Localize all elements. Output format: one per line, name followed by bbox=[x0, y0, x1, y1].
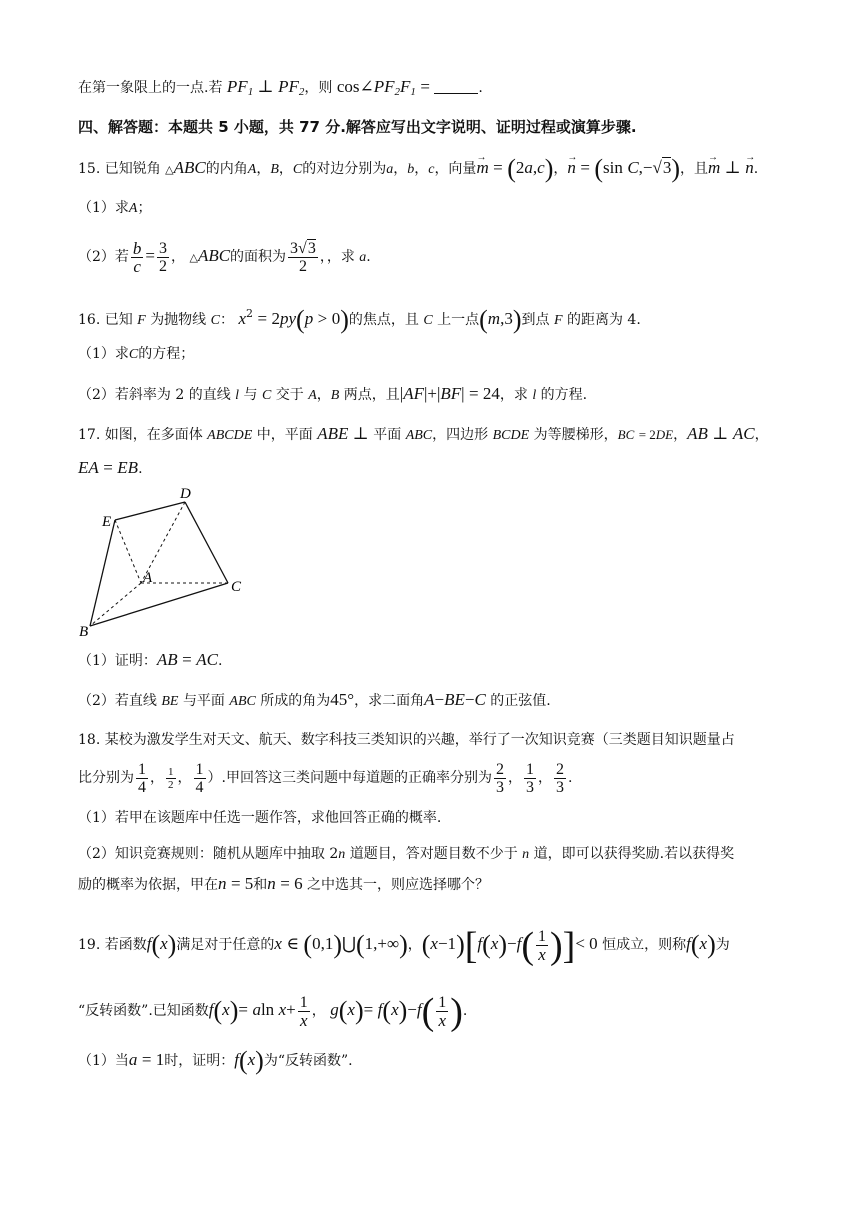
q18-part2-1: （2）知识竞赛规则：随机从题库中抽取 2n 道题目，答对题目数不少于 n 道，即可以获得奖励.若以获得奖 bbox=[78, 846, 735, 862]
q18-stem-1: 18. 某校为激发学生对天文、航天、数字科技三类知识的兴趣，举行了一次知识竞赛（三类题目知识题量占 bbox=[78, 732, 735, 748]
q17-stem-2: EA = EB. bbox=[78, 458, 143, 477]
label-B: B bbox=[79, 624, 89, 640]
q18-part2-2: 励的概率为依据，甲在n = 5和n = 6 之中选其一，则应选择哪个？ bbox=[78, 874, 490, 893]
edge-EA bbox=[115, 520, 141, 583]
q17-stem-1: 17. 如图，在多面体 ABCDE 中，平面 ABE ⊥ 平面 ABC，四边形 BCDE 为等腰梯形，BC = 2DE，AB ⊥ AC， bbox=[78, 424, 769, 443]
q16-stem: 16. 已知 F 为抛物线 C： $x^2 = 2py(p > 0)$的焦点，且 C 上一点(m,3)到点 F 的距离为 4. bbox=[78, 305, 641, 334]
edge-AB bbox=[90, 583, 141, 626]
q19-stem-2: “反转函数”.已知函数f(x)= aln x+ $\frac{1}{x}$ ， g(x)= f(x)−f( $\frac{1}{x}$ ). bbox=[78, 991, 468, 1033]
q15-part2: （2）若 $\frac{b}{c}$ = $\frac{3}{2}$ ， △ABC的面积为 $\frac{3√3}{2}$ ，，求 a. bbox=[78, 238, 371, 276]
polyhedron-figure bbox=[78, 483, 258, 643]
label-C: C bbox=[231, 579, 242, 595]
edge-EB bbox=[90, 520, 115, 626]
q16-part2: （2）若斜率为 2 的直线 l 与 C 交于 A，B 两点，且|AF|+|BF| = 24，求 l 的方程. bbox=[78, 384, 588, 403]
label-A: A bbox=[143, 570, 153, 586]
q15-stem: 15. 已知锐角 △ABC的内角A，B，C的对边分别为a，b，c，向量→ m = (2a,c)，→ n = (sin C,−√3)，且→ m ⊥ → n. bbox=[78, 158, 758, 180]
q15-part1: （1）求A； bbox=[78, 200, 152, 216]
edge-DC bbox=[185, 502, 228, 583]
answer-blank[interactable] bbox=[434, 79, 478, 94]
section-title: 四、解答题：本题共 5 小题，共 77 分.解答应写出文字说明、证明过程或演算步骤. bbox=[78, 118, 637, 136]
q18-part1: （1）若甲在该题库中任选一题作答，求他回答正确的概率. bbox=[78, 810, 442, 826]
q17-part1: （1）证明：AB = AC. bbox=[78, 650, 223, 669]
intro-line: 在第一象限上的一点.若 $PF_1$ ⊥ $PF_2$，则 $\cos\angle PF_2F_1$ = . bbox=[78, 77, 483, 98]
q19-part1: （1）当a = 1时，证明：f(x)为“反转函数”. bbox=[78, 1046, 353, 1075]
intro-text-a: 在第一象限上的一点.若 bbox=[78, 80, 223, 96]
edge-BC bbox=[90, 583, 228, 626]
q19-stem-1: 19. 若函数f(x)满足对于任意的x ∈ (0,1)⋃(1,+∞)，(x−1)[f(x)−f( $\frac{1}{x}$ )]< 0 恒成立，则称f(x)为 bbox=[78, 925, 730, 967]
q18-stem-2: 比分别为 $\frac{1}{4}$ ， $\frac{1}{2}$ ， $\frac{1}{4}$ ）.甲回答这三类问题中每道题的正确率分别为 $\frac{2}{3}$ ， $\frac{1}{3}$ ， $\frac{2}{3}$ . bbox=[78, 760, 573, 796]
edge-ED bbox=[115, 502, 185, 520]
q17-part2: （2）若直线 BE 与平面 ABC 所成的角为45°，求二面角A−BE−C 的正弦值. bbox=[78, 690, 551, 709]
label-D: D bbox=[180, 486, 191, 502]
q16-part1: （1）求C的方程； bbox=[78, 346, 195, 362]
label-E: E bbox=[102, 514, 112, 530]
intro-text-b: ，则 bbox=[304, 80, 333, 96]
